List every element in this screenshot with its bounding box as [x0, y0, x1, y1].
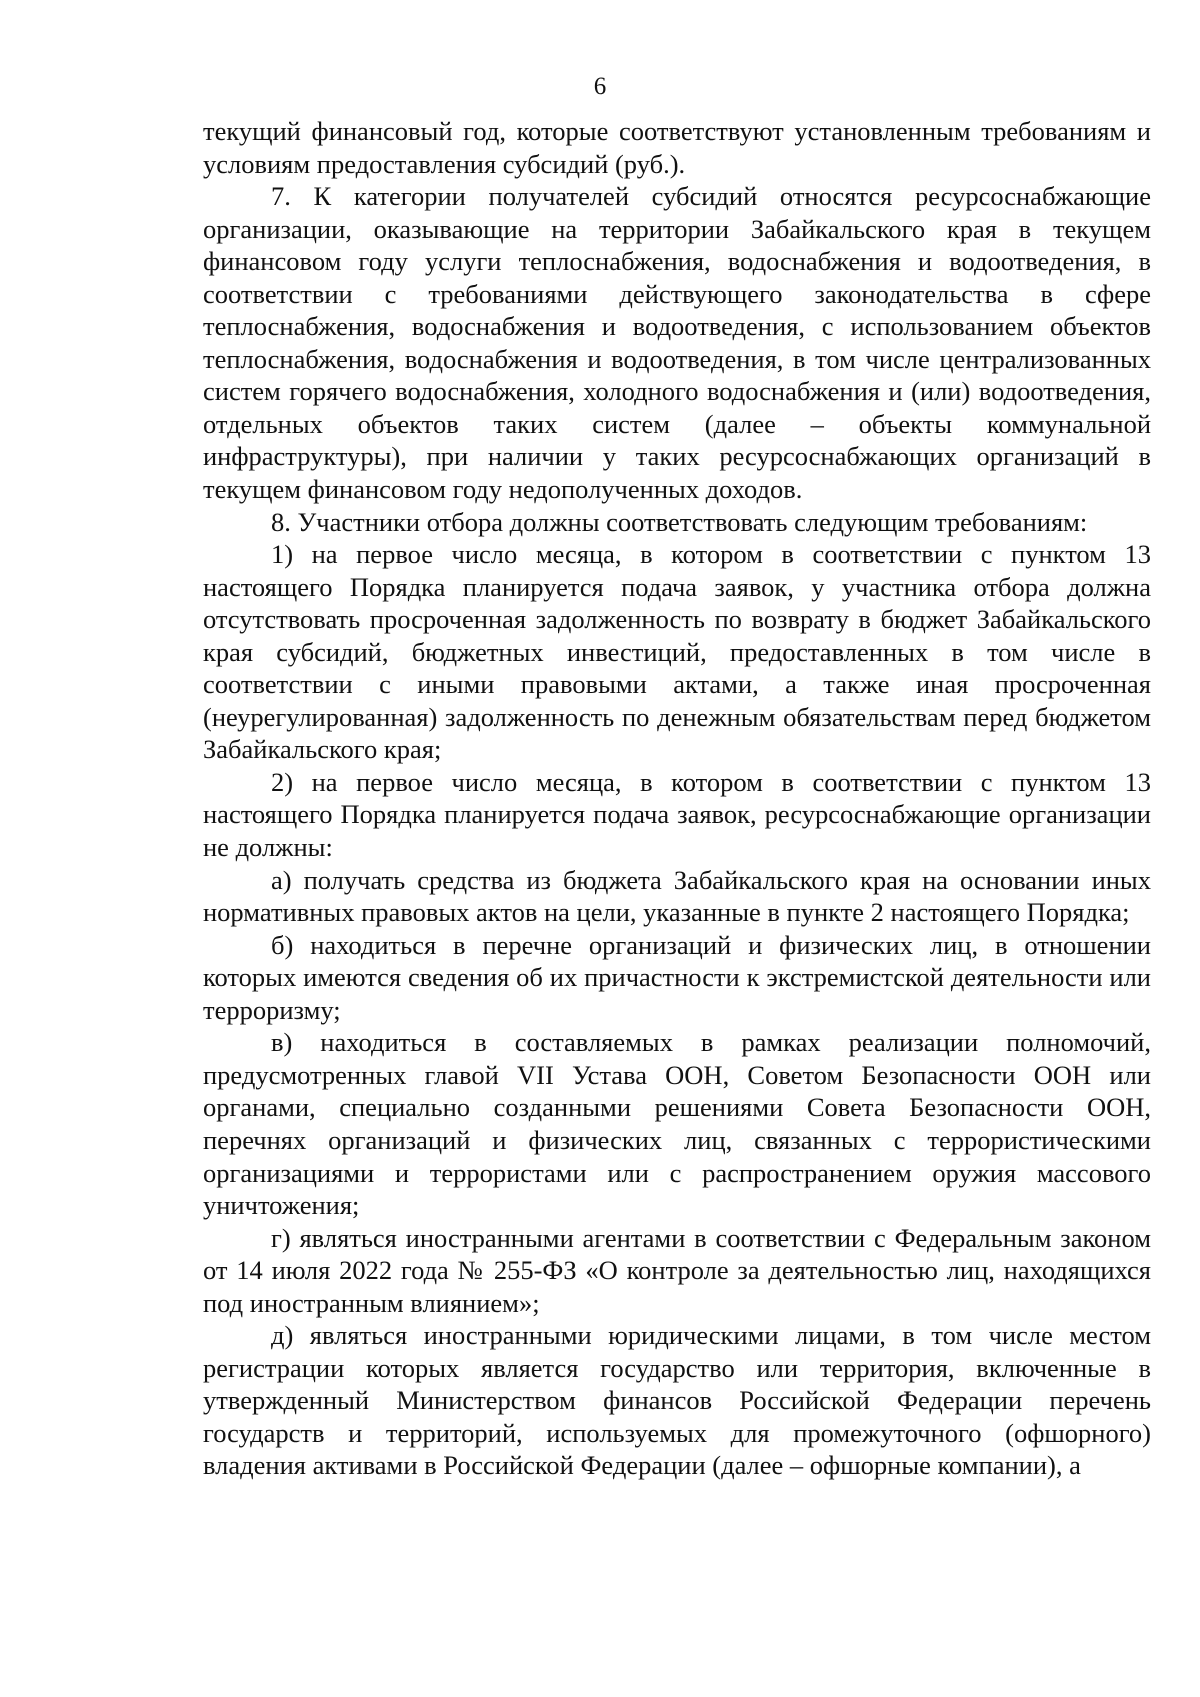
paragraph-continuation: текущий финансовый год, которые соответствуют установленным требованиям и условиям предоставления субсидий (руб.).	[203, 116, 1151, 179]
subparagraph-1: 1) на первое число месяца, в котором в соответствии с пунктом 13 настоящего Порядка планируется подача заявок, у участника отбора должна отсутствовать просроченная задолженность по возврату в бюджет Забайкальского края субсидий, бюджетных инвестиций, предоставленных в том числе в соответствии с иными правовыми актами, а также иная просроченная (неурегулированная) задолженность по денежным обязательствам перед бюджетом Забайкальского края;	[203, 539, 1151, 765]
subparagraph-2: 2) на первое число месяца, в котором в соответствии с пунктом 13 настоящего Порядка планируется подача заявок, ресурсоснабжающие организации не должны:	[203, 766, 1151, 863]
page-number: 6	[593, 73, 607, 100]
subparagraph-b: б) находиться в перечне организаций и физических лиц, в отношении которых имеются сведения об их причастности к экстремистской деятельности или терроризму;	[203, 929, 1151, 1025]
document-body	[203, 115, 1151, 1482]
subparagraph-g: г) являться иностранными агентами в соответствии с Федеральным законом от 14 июля 2022 года № 255-ФЗ «О контроле за деятельностью лиц, находящихся под иностранным влиянием»;	[203, 1222, 1151, 1318]
paragraph-item-8: 8. Участники отбора должны соответствовать следующим требованиям:	[271, 506, 1088, 537]
subparagraph-a: а) получать средства из бюджета Забайкальского края на основании иных нормативных правовых актов на цели, указанные в пункте 2 настоящего Порядка;	[203, 864, 1151, 928]
subparagraph-v: в) находиться в составляемых в рамках реализации полномочий, предусмотренных главой VII Устава ООН, Советом Безопасности ООН или органами, специально созданными решениями Совета Безопасности ООН, перечнях организаций и физических лиц, связанных с террористическими организациями и террористами или с распространением оружия массового уничтожения;	[203, 1027, 1151, 1221]
paragraph-item-7: 7. К категории получателей субсидий относятся ресурсоснабжающие организации, оказывающие на территории Забайкальского края в текущем финансовом году услуги теплоснабжения, водоснабжения и водоотведения, в соответствии с требованиями действующего законодательства в сфере теплоснабжения, водоснабжения и водоотведения, с использованием объектов теплоснабжения, водоснабжения и водоотведения, в том числе централизованных систем горячего водоснабжения, холодного водоснабжения и (или) водоотведения, отдельных объектов таких систем (далее – объекты коммунальной инфраструктуры), при наличии у таких ресурсоснабжающих организаций в текущем финансовом году недополученных доходов.	[203, 181, 1151, 505]
subparagraph-d: д) являться иностранными юридическими лицами, в том числе местом регистрации которых является государство или территория, включенные в утвержденный Министерством финансов Российской Федерации перечень государств и территорий, используемых для промежуточного (офшорного) владения активами в Российской Федерации (далее – офшорные компании), а	[203, 1320, 1151, 1481]
